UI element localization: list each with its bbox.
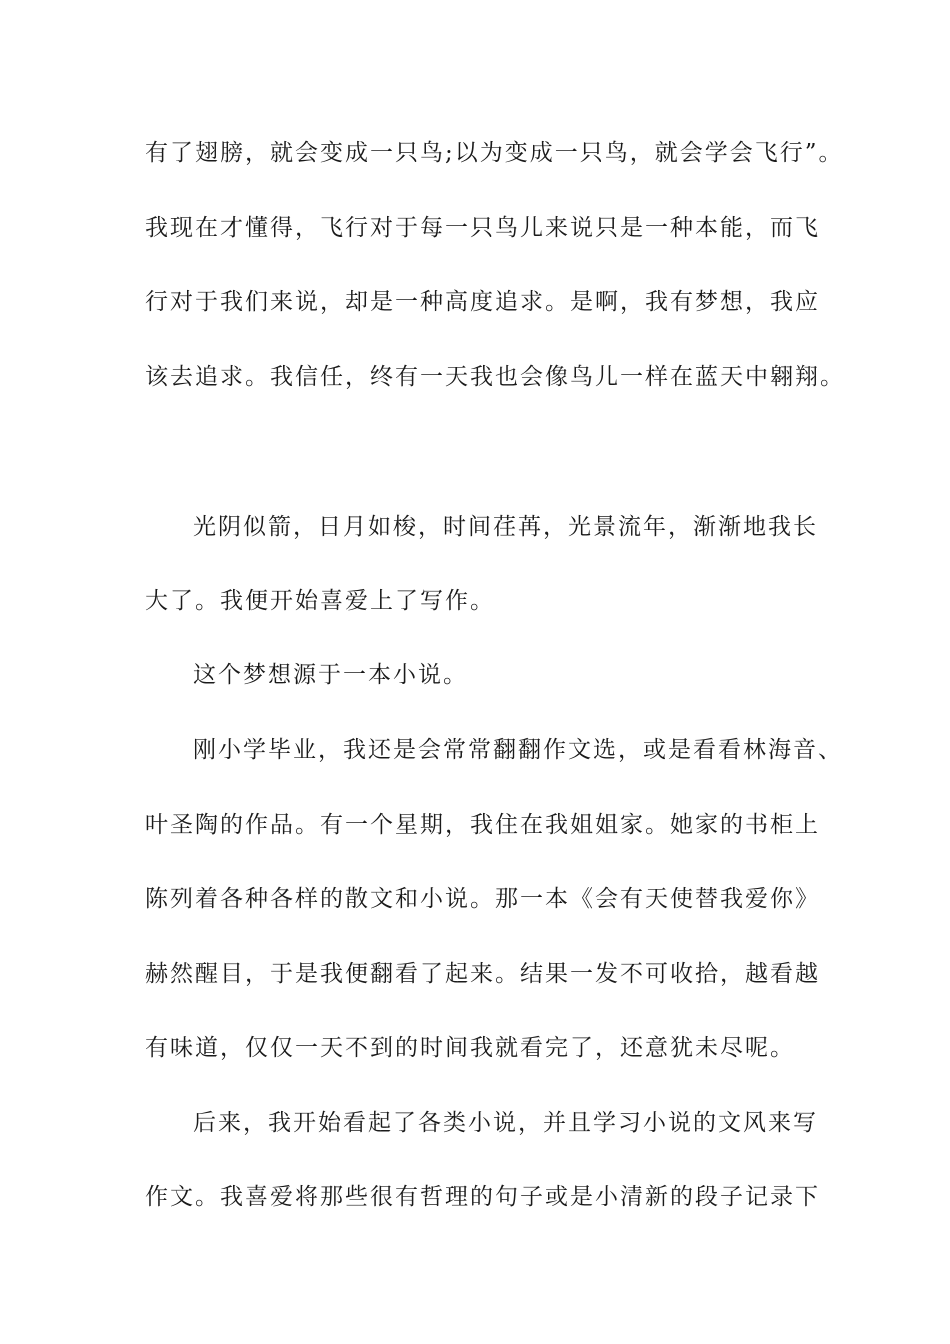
- paragraph-first-line: 这个梦想源于一本小说。: [193, 662, 468, 688]
- paragraph-first-line: 刚小学毕业，我还是会常常翻翻作文选，或是看看林海音、: [193, 737, 843, 763]
- paragraph-first-line: 后来，我开始看起了各类小说，并且学习小说的文风来写: [193, 1110, 818, 1136]
- text-line: 有了翅膀，就会变成一只鸟;以为变成一只鸟，就会学会飞行”。: [145, 140, 844, 166]
- text-line: 陈列着各种各样的散文和小说。那一本《会有天使替我爱你》: [145, 886, 820, 912]
- text-line: 作文。我喜爱将那些很有哲理的句子或是小清新的段子记录下: [145, 1184, 820, 1210]
- text-line: 该去追求。我信任，终有一天我也会像鸟儿一样在蓝天中翱翔。: [145, 364, 845, 390]
- text-line: 行对于我们来说，却是一种高度追求。是啊，我有梦想，我应: [145, 289, 820, 315]
- paragraph-first-line: 光阴似箭，日月如梭，时间荏苒，光景流年，渐渐地我长: [193, 514, 818, 540]
- text-line: 有味道，仅仅一天不到的时间我就看完了，还意犹未尽呢。: [145, 1035, 795, 1061]
- text-line: 赫然醒目，于是我便翻看了起来。结果一发不可收拾，越看越: [145, 961, 820, 987]
- text-line: 叶圣陶的作品。有一个星期，我住在我姐姐家。她家的书柜上: [145, 812, 820, 838]
- text-line: 大了。我便开始喜爱上了写作。: [145, 588, 495, 614]
- text-line: 我现在才懂得，飞行对于每一只鸟儿来说只是一种本能，而飞: [145, 215, 820, 241]
